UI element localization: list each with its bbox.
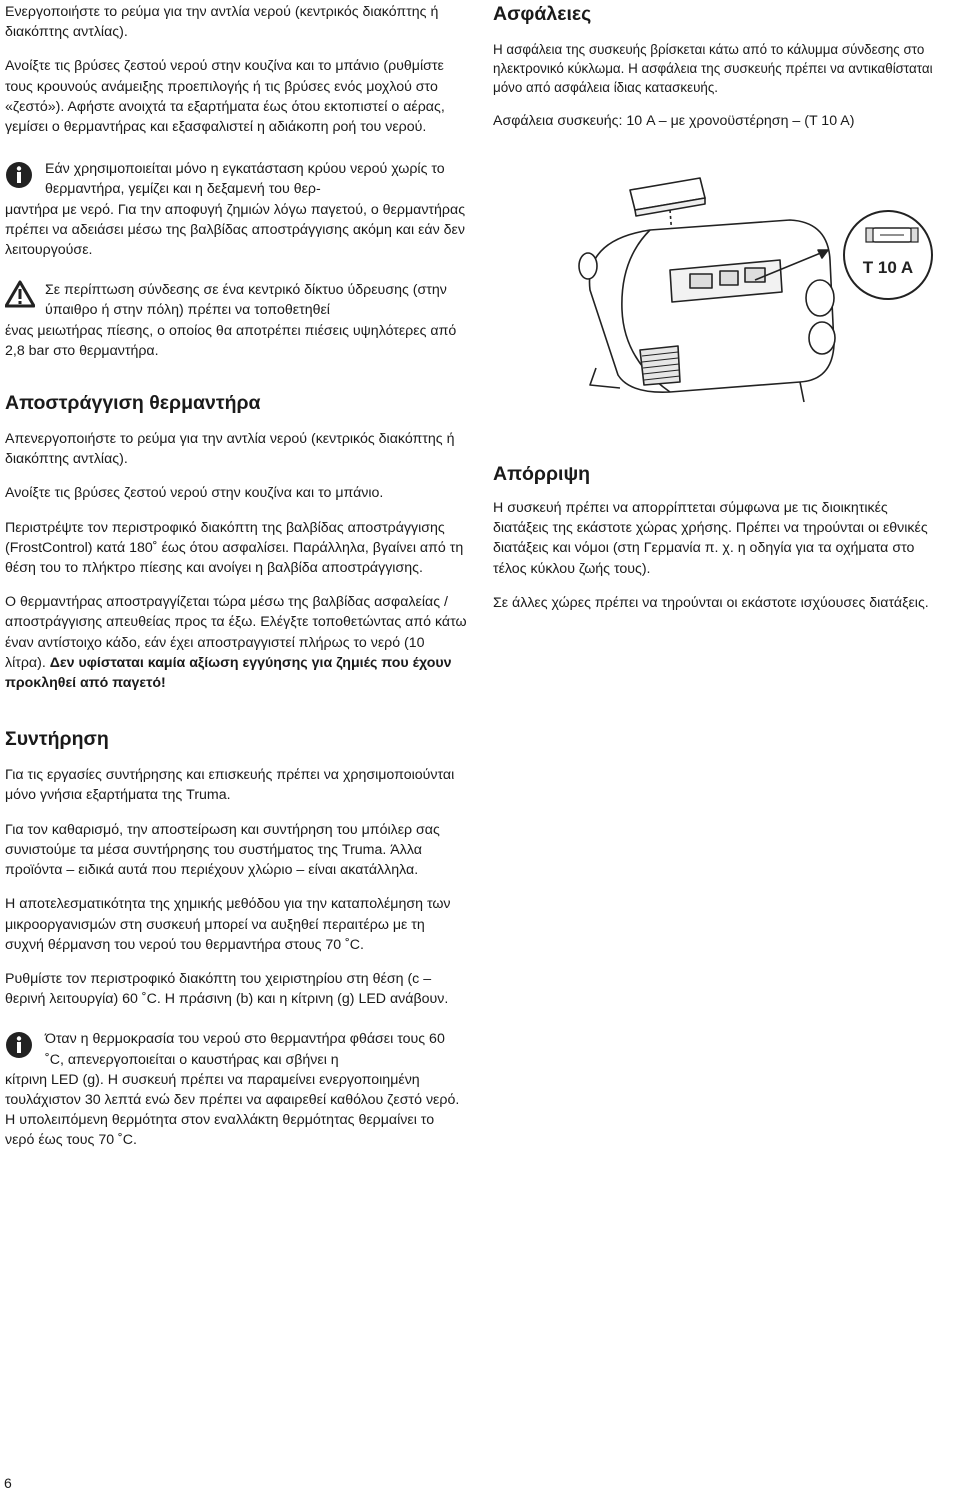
paragraph: Απενεργοποιήστε το ρεύμα για την αντλία νερού (κεντρικός διακόπτης ή διακόπτης αντλίας). <box>5 431 455 468</box>
paragraph: Η ασφάλεια της συσκευής βρίσκεται κάτω από το κάλυμμα σύνδεσης στο ηλεκτρονικό κύκλωμα. Η ασφάλεια της συσκευής πρέπει να αντικαθίσταται μόνο από ασφάλεια ίδιας κατασκευής. <box>493 42 933 95</box>
info-text: μαντήρα με νερό. Για την αποφυγή ζημιών λόγω παγετού, ο θερμαντήρας πρέπει να αδειάσει μέσω της βαλβίδας αποστράγγισης ακόμη και εάν δεν λειτουργούσε. <box>5 201 466 259</box>
paragraph: Για τις εργασίες συντήρησης και επισκευής πρέπει να χρησιμοποιούνται μόνο γνήσια εξαρτήματα της Truma. <box>5 767 455 804</box>
paragraph: Ασφάλεια συσκευής: 10 A – με χρονοϋστέρηση – (T 10 A) <box>493 113 855 129</box>
info-icon <box>5 1031 33 1059</box>
paragraph: Σε άλλες χώρες πρέπει να τηρούνται οι εκάστοτε ισχύουσες διατάξεις. <box>493 594 929 611</box>
fuse-callout-circle <box>844 211 932 299</box>
disposal-section <box>493 462 933 613</box>
warning-icon <box>5 280 35 308</box>
paragraph: Η αποτελεσματικότητα της χημικής μεθόδου για την καταπολέμηση των μικροοργανισμών στη συσκευή μπορεί να αυξηθεί περαιτέρω με τη συχνή θέρμανση του νερού του θερμαντήρα στους 70 ˚C. <box>5 896 451 953</box>
left-column <box>5 2 467 1151</box>
section-heading-maintenance: Συντήρηση <box>5 728 109 751</box>
info-text: κίτρινη LED (g). Η συσκευή πρέπει να παραμείνει ενεργοποιημένη τουλάχιστον 30 λεπτά ενώ δεν πρέπει να αφαιρεθεί καθόλου ζεστό νερό. Η υπολειπόμενη θερμότητα στον εναλλάκτη θερμότητας θερμαίνει το νερό έως τους 70 ˚C. <box>5 1071 460 1149</box>
paragraph <box>5 592 467 693</box>
warning-text: Σε περίπτωση σύνδεσης σε ένα κεντρικό δίκτυο ύδρευσης (στην ύπαιθρο ή στην πόλη) πρέπει να τοποθετηθεί <box>45 282 447 319</box>
info-note <box>5 1029 467 1150</box>
heater-fuse-illustration <box>560 170 940 420</box>
info-text: Εάν χρησιμοποιείται μόνο η εγκατάσταση κρύου νερού χωρίς το θερμαντήρα, γεμίζει και η δεξαμενή του θερ- <box>45 161 445 198</box>
paragraph: Η συσκευή πρέπει να απορρίπτεται σύμφωνα με τις διοικητικές διατάξεις της εκάστοτε χώρας χρήσης. Πρέπει να τηρούνται οι εθνικές διατάξεις και νόμοι (στη Γερμανία π. χ. η οδηγία για τα οχήματα στο τέλος κύκλου ζωής τους). <box>493 500 928 577</box>
paragraph: Ανοίξτε τις βρύσες ζεστού νερού στην κουζίνα και το μπάνιο (ρυθμίστε τους κρουνούς ανάμειξης προεπιλογής ή τις βρύσες ενός μοχλού στο «ζεστό»). Αφήστε ανοιχτά τα εξαρτήματα έως ότου εκτοπιστεί ο αέρας, γεμίσει ο θερμαντήρας και εξασφαλιστεί η αδιάκοπη ροή του νερού. <box>5 58 445 136</box>
warning-text: ένας μειωτήρας πίεσης, ο οποίος θα αποτρέπει πιέσεις υψηλότερες από 2,8 bar στο θερμαντήρα. <box>5 322 457 359</box>
paragraph: Για τον καθαρισμό, την αποστείρωση και συντήρηση του μπόιλερ σας συνιστούμε τα μέσα συντήρησης του συστήματος της Truma. Άλλα προϊόντα – ειδικά αυτά που περιέχουν χλώριο – είναι ακατάλληλα. <box>5 821 440 879</box>
paragraph-text: Ο θερμαντήρας αποστραγγίζεται τώρα μέσω της βαλβίδας ασφαλείας / αποστράγγισης απευθείας προς τα έξω. Ελέγξτε τοποθετώντας από κάτω έναν αντίστοιχο κάδο, εάν έχει αποστραγγιστεί πλήρως το νερό (10 λίτρα). <box>5 594 467 671</box>
warranty-warning: Δεν υφίσταται καμία αξίωση εγγύησης για ζημιές που έχουν προκληθεί από παγετό! <box>5 654 452 692</box>
fuse-label: T 10 A <box>862 258 914 277</box>
fuse-icon <box>866 228 918 242</box>
section-heading-fuses: Ασφάλειες <box>493 3 592 25</box>
paragraph: Ρυθμίστε τον περιστροφικό διακόπτη του χειριστηρίου στη θέση (c – θερινή λειτουργία) 60 ˚C. Η πράσινη (b) και η κίτρινη (g) LED ανάβουν. <box>5 970 449 1008</box>
paragraph: Ενεργοποιήστε το ρεύμα για την αντλία νερού (κεντρικός διακόπτης ή διακόπτης αντλίας). <box>5 4 439 41</box>
page-number: 6 <box>4 1475 12 1491</box>
right-column <box>493 2 933 131</box>
paragraph: Ανοίξτε τις βρύσες ζεστού νερού στην κουζίνα και το μπάνιο. <box>5 485 384 502</box>
warning-note <box>5 280 467 361</box>
paragraph: Περιστρέψτε τον περιστροφικό διακόπτη της βαλβίδας αποστράγγισης (FrostControl) κατά 180˚ έως ότου ασφαλίσει. Παράλληλα, βγαίνει από τη θέση του το πλήκτρο πίεσης και ανοίγει η βαλβίδα αποστράγγισης. <box>5 519 464 577</box>
info-text: Όταν η θερμοκρασία του νερού στο θερμαντήρα φθάσει τους 60 ˚C, απενεργοποιείται ο καυστήρας και σβήνει η <box>45 1031 445 1068</box>
section-heading-drain: Αποστράγγιση θερμαντήρα <box>5 392 261 415</box>
info-note <box>5 159 467 260</box>
info-icon <box>5 161 33 189</box>
section-heading-disposal: Απόρριψη <box>493 463 591 485</box>
